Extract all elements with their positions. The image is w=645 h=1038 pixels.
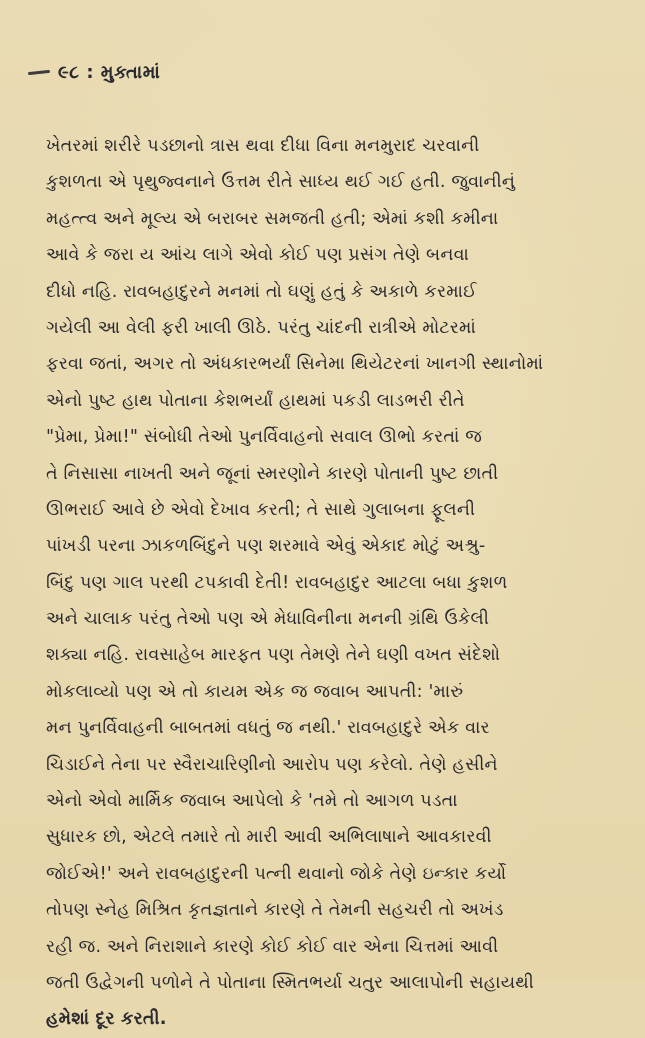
text-line: બિંદુ પણ ગાલ પરથી ટપકાવી દેતી! રાવબહાદુર આટલા બધા કુશળ xyxy=(46,572,508,593)
text-line: કુશળતા એ પૃથુજ્વનાને ઉત્તમ રીતે સાધ્ય થઈ ગઈ હતી. જુવાનીનું xyxy=(46,172,516,193)
text-line: જોઈએ!' અને રાવબહાદુરની પત્ની થવાનો જોકે તેણે ઇન્કાર કર્યો xyxy=(46,863,507,884)
text-line: એનો એવો માર્મિક જવાબ આપેલો કે 'તમે તો આગળ પડતા xyxy=(46,791,458,812)
text-line: તે નિસાસા નાખતી અને જૂનાં સ્મરણોને કારણે પોતાની પુષ્ટ છાતી xyxy=(46,463,499,484)
body-paragraph xyxy=(46,128,616,1038)
text-line: ફરવા જતાં, અગર તો અંધકારભર્યાં સિનેમા થિયેટરનાં ખાનગી સ્થાનોમાં xyxy=(46,354,544,375)
text-line: મોકલાવ્યો પણ એ તો કાયમ એક જ જવાબ આપતી: 'મારું xyxy=(46,681,464,702)
text-line: ગયેલી આ વેલી ફરી ખાલી ઊઠે. પરંતુ ચાંદની રાત્રીએ મોટરમાં xyxy=(46,317,476,338)
text-line: દીધો નહિ. રાવબહાદુરને મનમાં તો ઘણું હતું કે અકાળે કરમાઈ xyxy=(46,281,477,302)
text-line: એનો પુષ્ટ હાથ પોતાના કેશભર્યાં હાથમાં પકડી લાડભરી રીતે xyxy=(46,390,465,411)
text-line: હમેશાં દૂર કરતી. xyxy=(46,1009,167,1030)
text-line: "પ્રેમા, પ્રેમા!" સંબોધી તેઓ પુનર્વિવાહનો સવાલ ઊભો કરતાં જ xyxy=(46,427,483,448)
page-number: ૯૮ xyxy=(58,61,80,83)
text-line: રહી જ. અને નિરાશાને કારણે કોઈ કોઈ વાર એના ચિત્તમાં આવી xyxy=(46,936,499,957)
text-line: ચિડાઈને તેના પર સ્વૈરાચારિણીનો આરોપ પણ કરેલો. તેણે હસીને xyxy=(46,754,498,775)
text-line: તોપણ સ્નેહ મિશ્રિત કૃતજ્ઞતાને કારણે તે તેમની સહચરી તો અખંડ xyxy=(46,900,504,921)
text-line: શક્યા નહિ. રાવસાહેબ મારફત પણ તેમણે તેને ઘણી વખત સંદેશો xyxy=(46,645,501,666)
header-dash xyxy=(28,69,50,74)
text-line: સુધારક છો, એટલે તમારે તો મારી આવી અભિલાષાને આવકારવી xyxy=(46,827,492,848)
text-line: પાંખડી પરના ઝાકળબિંદુને પણ શરમાવે એવું એકાદ મોટું અશ્રુ- xyxy=(46,536,486,557)
text-line: અને ચાલાક પરંતુ તેઓ પણ એ મેધાવિનીના મનની ગ્રંથિ ઉકેલી xyxy=(46,609,490,630)
chapter-title: મુક્તામાં xyxy=(100,61,161,83)
text-line: મહત્ત્વ અને મૂલ્ય એ બરાબર સમજતી હતી; એમાં કશી કમીના xyxy=(46,208,499,229)
text-line: ખેતરમાં શરીરે પડછાનો ત્રાસ થવા દીધા વિના મનમુરાદ ચરવાની xyxy=(46,136,480,156)
text-line: ઊભરાઈ આવે છે એવો દેખાવ કરતી; તે સાથે ગુલાબના ફૂલની xyxy=(46,499,476,520)
page-header xyxy=(28,58,160,86)
text-line: મન પુનર્વિવાહની બાબતમાં વધતું જ નથી.' રાવબહાદુરે એક વાર xyxy=(46,718,490,739)
header-separator: : xyxy=(79,61,101,83)
text-line: જતી ઉદ્વેગની પળોને તે પોતાના સ્મિતભર્યા ચતુર આલાપોની સહાયથી xyxy=(46,972,534,993)
text-line: આવે કે જરા ય આંચ લાગે એવો કોઈ પણ પ્રસંગ તેણે બનવા xyxy=(46,245,470,266)
